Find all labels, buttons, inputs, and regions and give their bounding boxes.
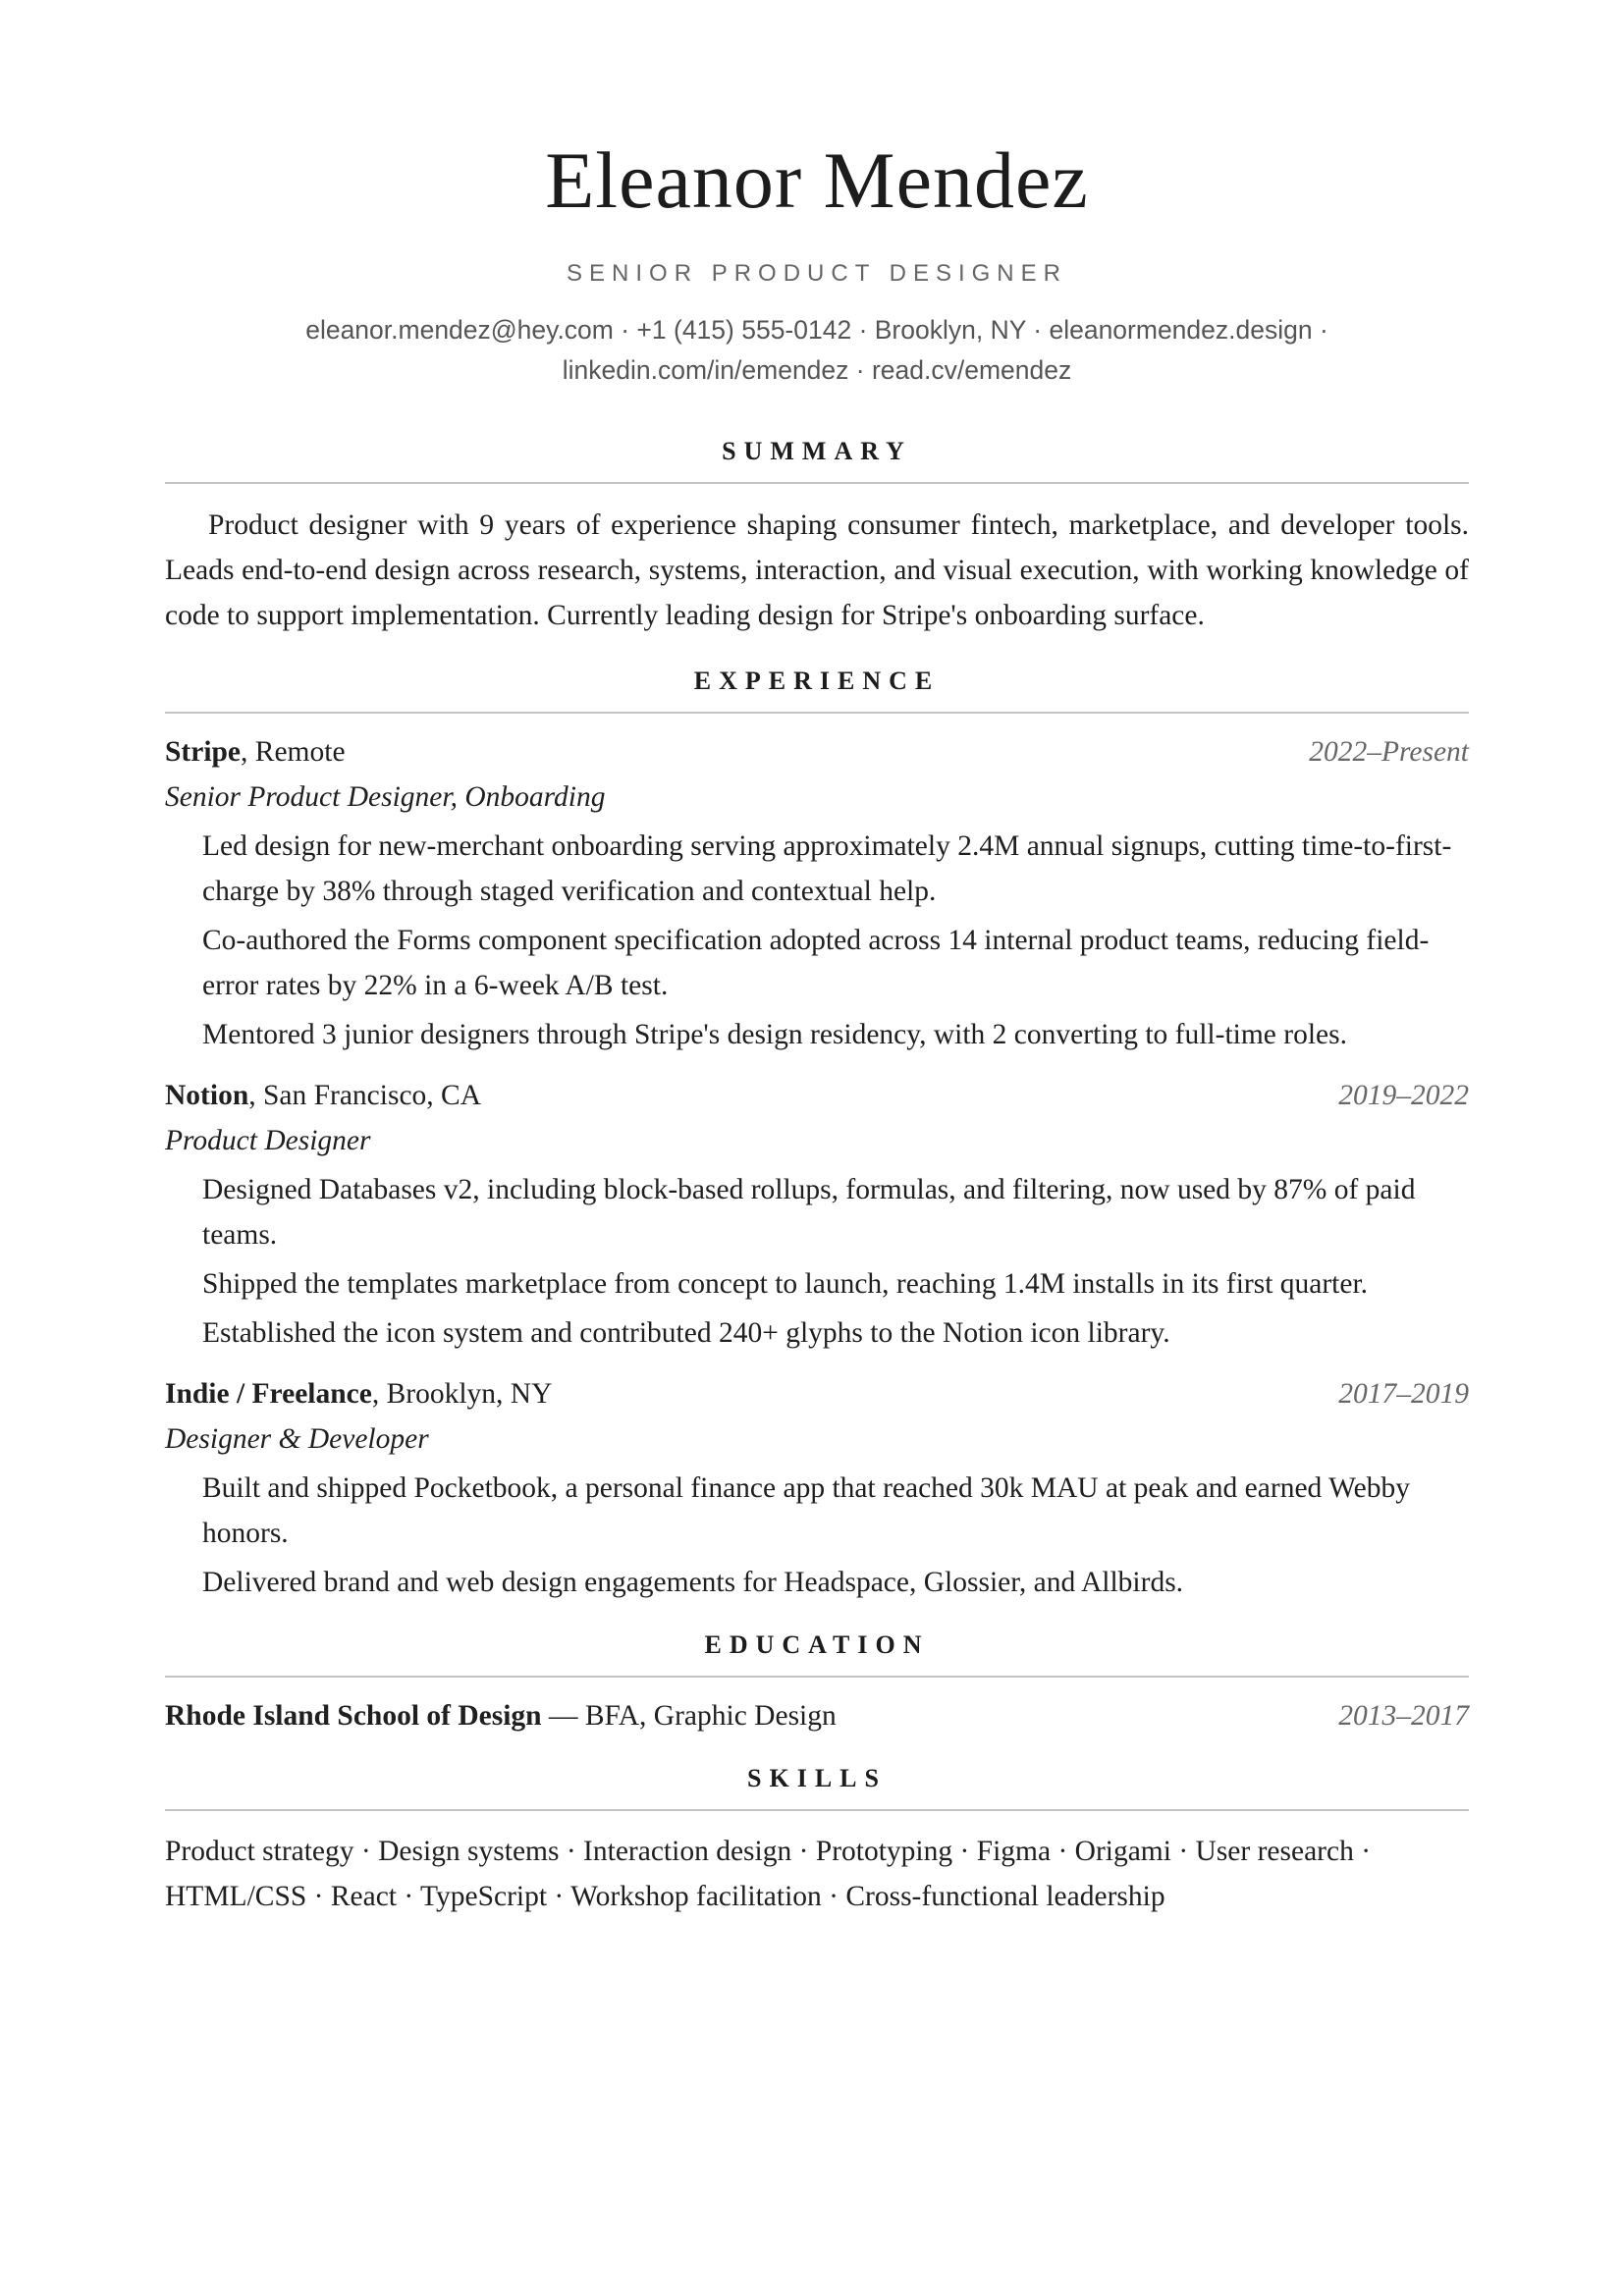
job-bullet: Mentored 3 junior designers through Stripe's design residency, with 2 converting to full-time roles. — [202, 1019, 1347, 1050]
job-bullet: Shipped the templates marketplace from concept to launch, reaching 1.4M installs in its first quarter. — [202, 1268, 1369, 1300]
contact-info — [165, 310, 1469, 391]
summary-text: Product designer with 9 years of experience shaping consumer fintech, marketplace, and developer tools. Leads end-to-end design across research, systems, interaction, and visual execution, with working knowledge of code to support implementation. Currently leading design for Stripe's onboarding surface. — [165, 509, 1469, 631]
job-bullet: Led design for new-merchant onboarding serving approximately 2.4M annual signups, cutting time-to-first-charge by 38% through staged verification and contextual help. — [202, 830, 1452, 907]
candidate-role: SENIOR PRODUCT DESIGNER — [567, 260, 1067, 287]
skills-section — [165, 1762, 1469, 1919]
job-location: , San Francisco, CA — [248, 1080, 482, 1111]
education-section — [165, 1629, 1469, 1738]
job-position: Product Designer — [165, 1125, 371, 1156]
resume-page — [165, 0, 1469, 1919]
education-detail — [165, 1693, 837, 1738]
skills-list — [165, 1829, 1469, 1919]
job-location: , Brooklyn, NY — [371, 1378, 553, 1410]
job-employer — [165, 1073, 481, 1118]
job-entry — [165, 1073, 1469, 1356]
skills-line: HTML/CSS · React · TypeScript · Workshop facilitation · Cross-functional leadership — [165, 1881, 1165, 1912]
job-employer — [165, 729, 346, 774]
job-employer — [165, 1371, 552, 1416]
job-bullet: Established the icon system and contributed 240+ glyphs to the Notion icon library. — [202, 1317, 1170, 1349]
section-divider — [165, 1809, 1469, 1811]
section-title-experience: EXPERIENCE — [693, 667, 941, 695]
section-divider — [165, 1676, 1469, 1678]
job-bullets — [165, 1167, 1469, 1356]
job-company: Indie / Freelance — [165, 1378, 372, 1410]
job-entry — [165, 729, 1469, 1057]
job-entry — [165, 1371, 1469, 1605]
job-header — [165, 729, 1469, 774]
contact-line: eleanor.mendez@hey.com · +1 (415) 555-0142 · Brooklyn, NY · eleanormendez.design · — [305, 315, 1328, 345]
section-title-education: EDUCATION — [704, 1630, 930, 1659]
contact-line: linkedin.com/in/emendez · read.cv/emendez — [562, 355, 1072, 385]
job-bullet: Built and shipped Pocketbook, a personal finance app that reached 30k MAU at peak and earned Webby honors. — [202, 1472, 1410, 1549]
section-title-summary: SUMMARY — [722, 437, 912, 465]
job-location: , Remote — [241, 736, 346, 768]
section-title-skills: SKILLS — [747, 1764, 887, 1792]
job-bullet: Delivered brand and web design engagements for Headspace, Glossier, and Allbirds. — [202, 1567, 1184, 1598]
job-bullet: Designed Databases v2, including block-based rollups, formulas, and filtering, now used by 87% of paid teams. — [202, 1174, 1416, 1251]
job-header — [165, 1371, 1469, 1416]
job-dates: 2019–2022 — [1338, 1080, 1469, 1111]
job-position: Senior Product Designer, Onboarding — [165, 781, 606, 813]
job-dates: 2022–Present — [1309, 736, 1469, 768]
skills-line: Product strategy · Design systems · Interaction design · Prototyping · Figma · Origami · User research · — [165, 1836, 1372, 1867]
education-entry — [165, 1693, 1469, 1738]
job-header — [165, 1073, 1469, 1118]
experience-section — [165, 665, 1469, 1605]
candidate-name: Eleanor Mendez — [545, 135, 1089, 225]
education-school: Rhode Island School of Design — [165, 1700, 542, 1732]
job-bullets — [165, 824, 1469, 1057]
job-bullets — [165, 1466, 1469, 1605]
job-dates: 2017–2019 — [1338, 1378, 1469, 1410]
summary-section — [165, 435, 1469, 638]
education-dates: 2013–2017 — [1338, 1700, 1469, 1732]
job-company: Notion — [165, 1080, 249, 1111]
section-divider — [165, 712, 1469, 714]
section-divider — [165, 482, 1469, 484]
job-position: Designer & Developer — [165, 1423, 429, 1455]
job-company: Stripe — [165, 736, 242, 768]
education-degree: — BFA, Graphic Design — [541, 1700, 837, 1732]
job-bullet: Co-authored the Forms component specification adopted across 14 internal product teams, reducing field-error rates by 22% in a 6-week A/B test. — [202, 925, 1430, 1001]
